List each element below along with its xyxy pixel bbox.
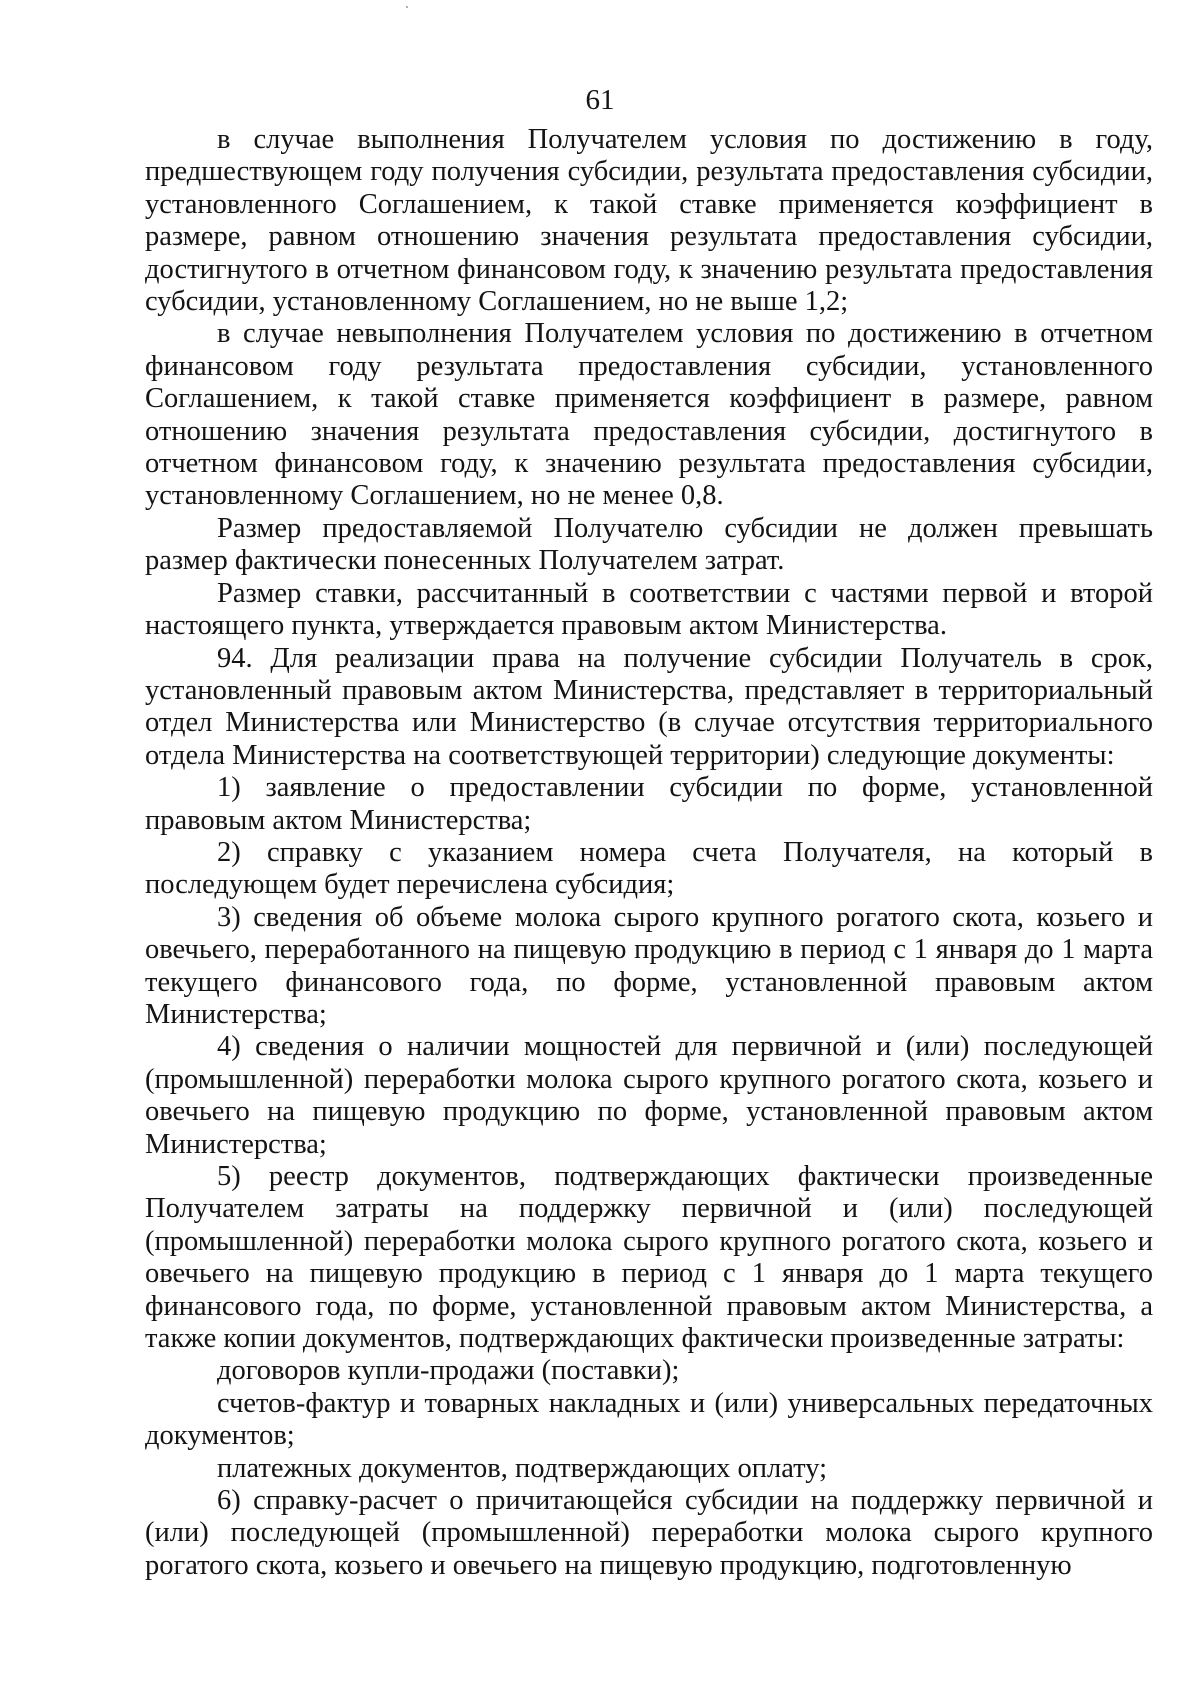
page-number: 61 — [585, 84, 615, 116]
list-item-6: 6) справку-расчет о причитающейся субсидии на поддержку первичной и (или) последующей (промышленной) переработки молока сырого крупного рогатого скота, козьего и овечьего на пищевую продукцию, подготовленную — [145, 1485, 1153, 1581]
paragraph-1: в случае выполнения Получателем условия по достижению в году, предшествующем году получения субсидии, результата предоставления субсидии, установленного Соглашением, к такой ставке применяется коэффициент в размере, равном отношению значения результата предоставления субсидии, достигнутого в отчетном финансовом году, к значению результата предоставления субсидии, установленному Соглашением, но не выше 1,2; — [145, 124, 1153, 318]
list-item-3: 3) сведения об объеме молока сырого крупного рогатого скота, козьего и овечьего, переработанного на пищевую продукцию в период с 1 января до 1 марта текущего финансового года, по форме, установленной правовым актом Министерства; — [145, 901, 1153, 1030]
list-item-2: 2) справку с указанием номера счета Получателя, на который в последующем будет перечислена субсидия; — [145, 836, 1153, 901]
list-item-1: 1) заявление о предоставлении субсидии по форме, установленной правовым актом Министерства; — [145, 772, 1153, 836]
sub-item-contracts: договоров купли-продажи (поставки); — [217, 1355, 680, 1387]
scan-artifact — [406, 6, 408, 8]
document-body — [145, 124, 1153, 1582]
list-item-5: 5) реестр документов, подтверждающих фактически произведенные Получателем затраты на поддержку первичной и (или) последующей (промышленной) переработки молока сырого крупного рогатого скота, козьего и овечьего на пищевую продукцию в период с 1 января до 1 марта текущего финансового года, по форме, установленной правовым актом Министерства, а также копии документов, подтверждающих фактически произведенные затраты: — [145, 1161, 1153, 1355]
paragraph-3: Размер предоставляемой Получателю субсидии не должен превышать размер фактически понесенных Получателем затрат. — [145, 512, 1153, 577]
paragraph-5: 94. Для реализации права на получение субсидии Получатель в срок, установленный правовым актом Министерства, представляет в территориальный отдел Министерства или Министерство (в случае отсутствия территориального отдела Министерства на соответствующей территории) следующие документы: — [145, 642, 1153, 771]
paragraph-4: Размер ставки, рассчитанный в соответствии с частями первой и второй настоящего пункта, утверждается правовым актом Министерства. — [145, 577, 1153, 642]
sub-item-invoices: счетов-фактур и товарных накладных и (или) универсальных передаточных документов; — [145, 1387, 1153, 1452]
paragraph-2: в случае невыполнения Получателем условия по достижению в отчетном финансовом году результата предоставления субсидии, установленного Соглашением, к такой ставке применяется коэффициент в размере, равном отношению значения результата предоставления субсидии, достигнутого в отчетном финансовом году, к значению результата предоставления субсидии, установленному Соглашением, но не менее 0,8. — [145, 318, 1153, 512]
list-item-4: 4) сведения о наличии мощностей для первичной и (или) последующей (промышленной) переработки молока сырого крупного рогатого скота, козьего и овечьего на пищевую продукцию по форме, установленной правовым актом Министерства; — [145, 1031, 1153, 1160]
sub-item-payments: платежных документов, подтверждающих оплату; — [217, 1452, 828, 1484]
